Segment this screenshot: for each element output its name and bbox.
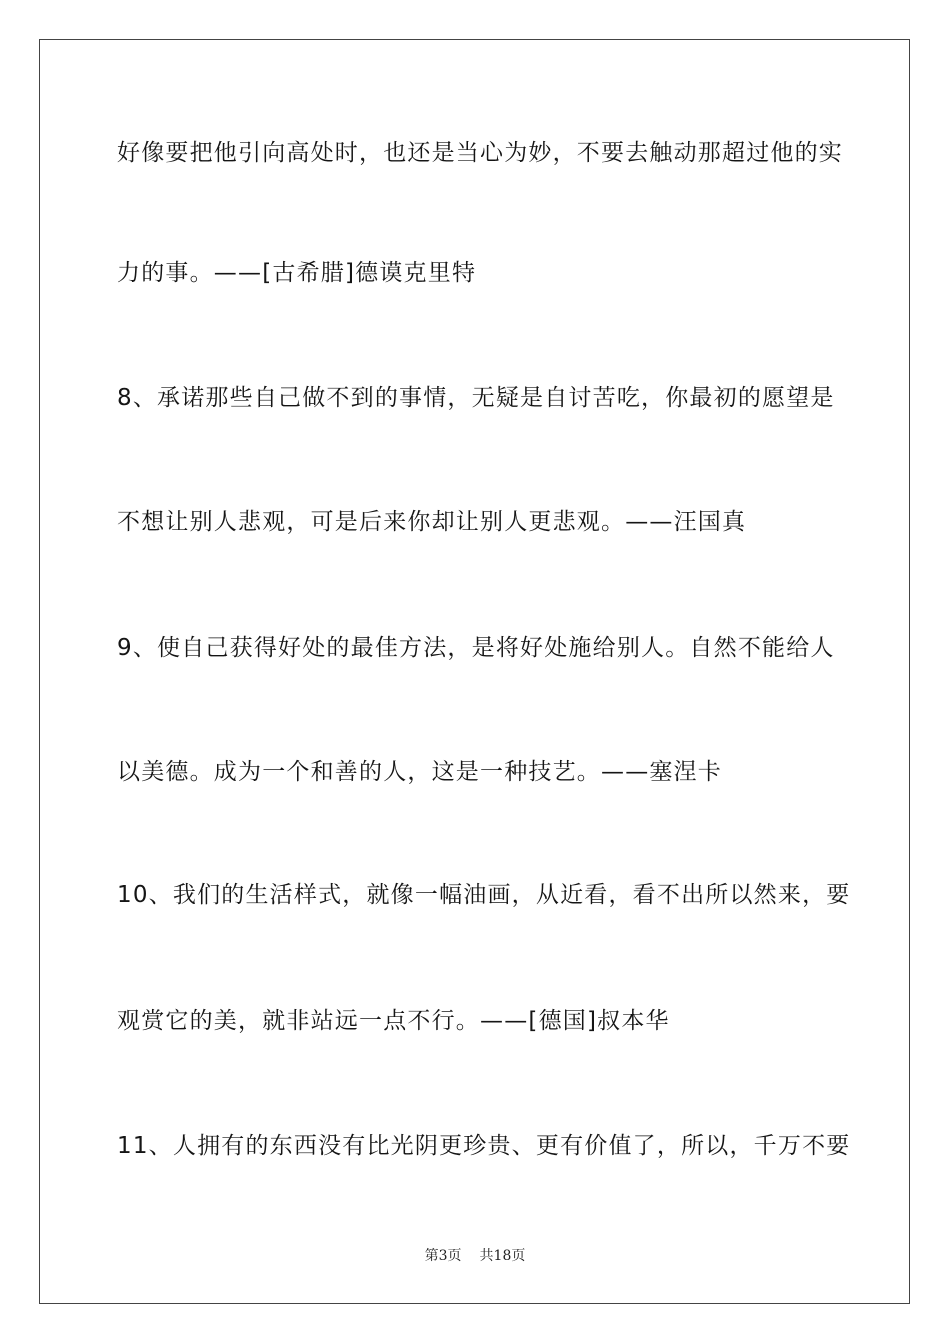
text-line-5: 9、使自己获得好处的最佳方法，是将好处施给别人。自然不能给人: [117, 635, 835, 661]
page-footer: [0, 1247, 950, 1265]
text-line-6: 以美德。成为一个和善的人，这是一种技艺。——塞涅卡: [117, 759, 722, 785]
text-line-1: 好像要把他引向高处时，也还是当心为妙，不要去触动那超过他的实: [117, 140, 843, 166]
total-pages-label: 共18页: [479, 1248, 526, 1264]
current-page-label: 第3页: [424, 1248, 462, 1264]
text-line-8: 观赏它的美，就非站远一点不行。——[德国]叔本华: [117, 1008, 670, 1034]
text-line-2: 力的事。——[古希腊]德谟克里特: [117, 260, 477, 286]
page-border: [39, 39, 910, 1304]
text-line-3: 8、承诺那些自己做不到的事情，无疑是自讨苦吃，你最初的愿望是: [117, 385, 835, 411]
text-line-7: 10、我们的生活样式，就像一幅油画，从近看，看不出所以然来，要: [117, 882, 851, 908]
text-line-4: 不想让别人悲观，可是后来你却让别人更悲观。——汪国真: [117, 509, 747, 535]
text-line-9: 11、人拥有的东西没有比光阴更珍贵、更有价值了，所以，千万不要: [117, 1133, 851, 1159]
